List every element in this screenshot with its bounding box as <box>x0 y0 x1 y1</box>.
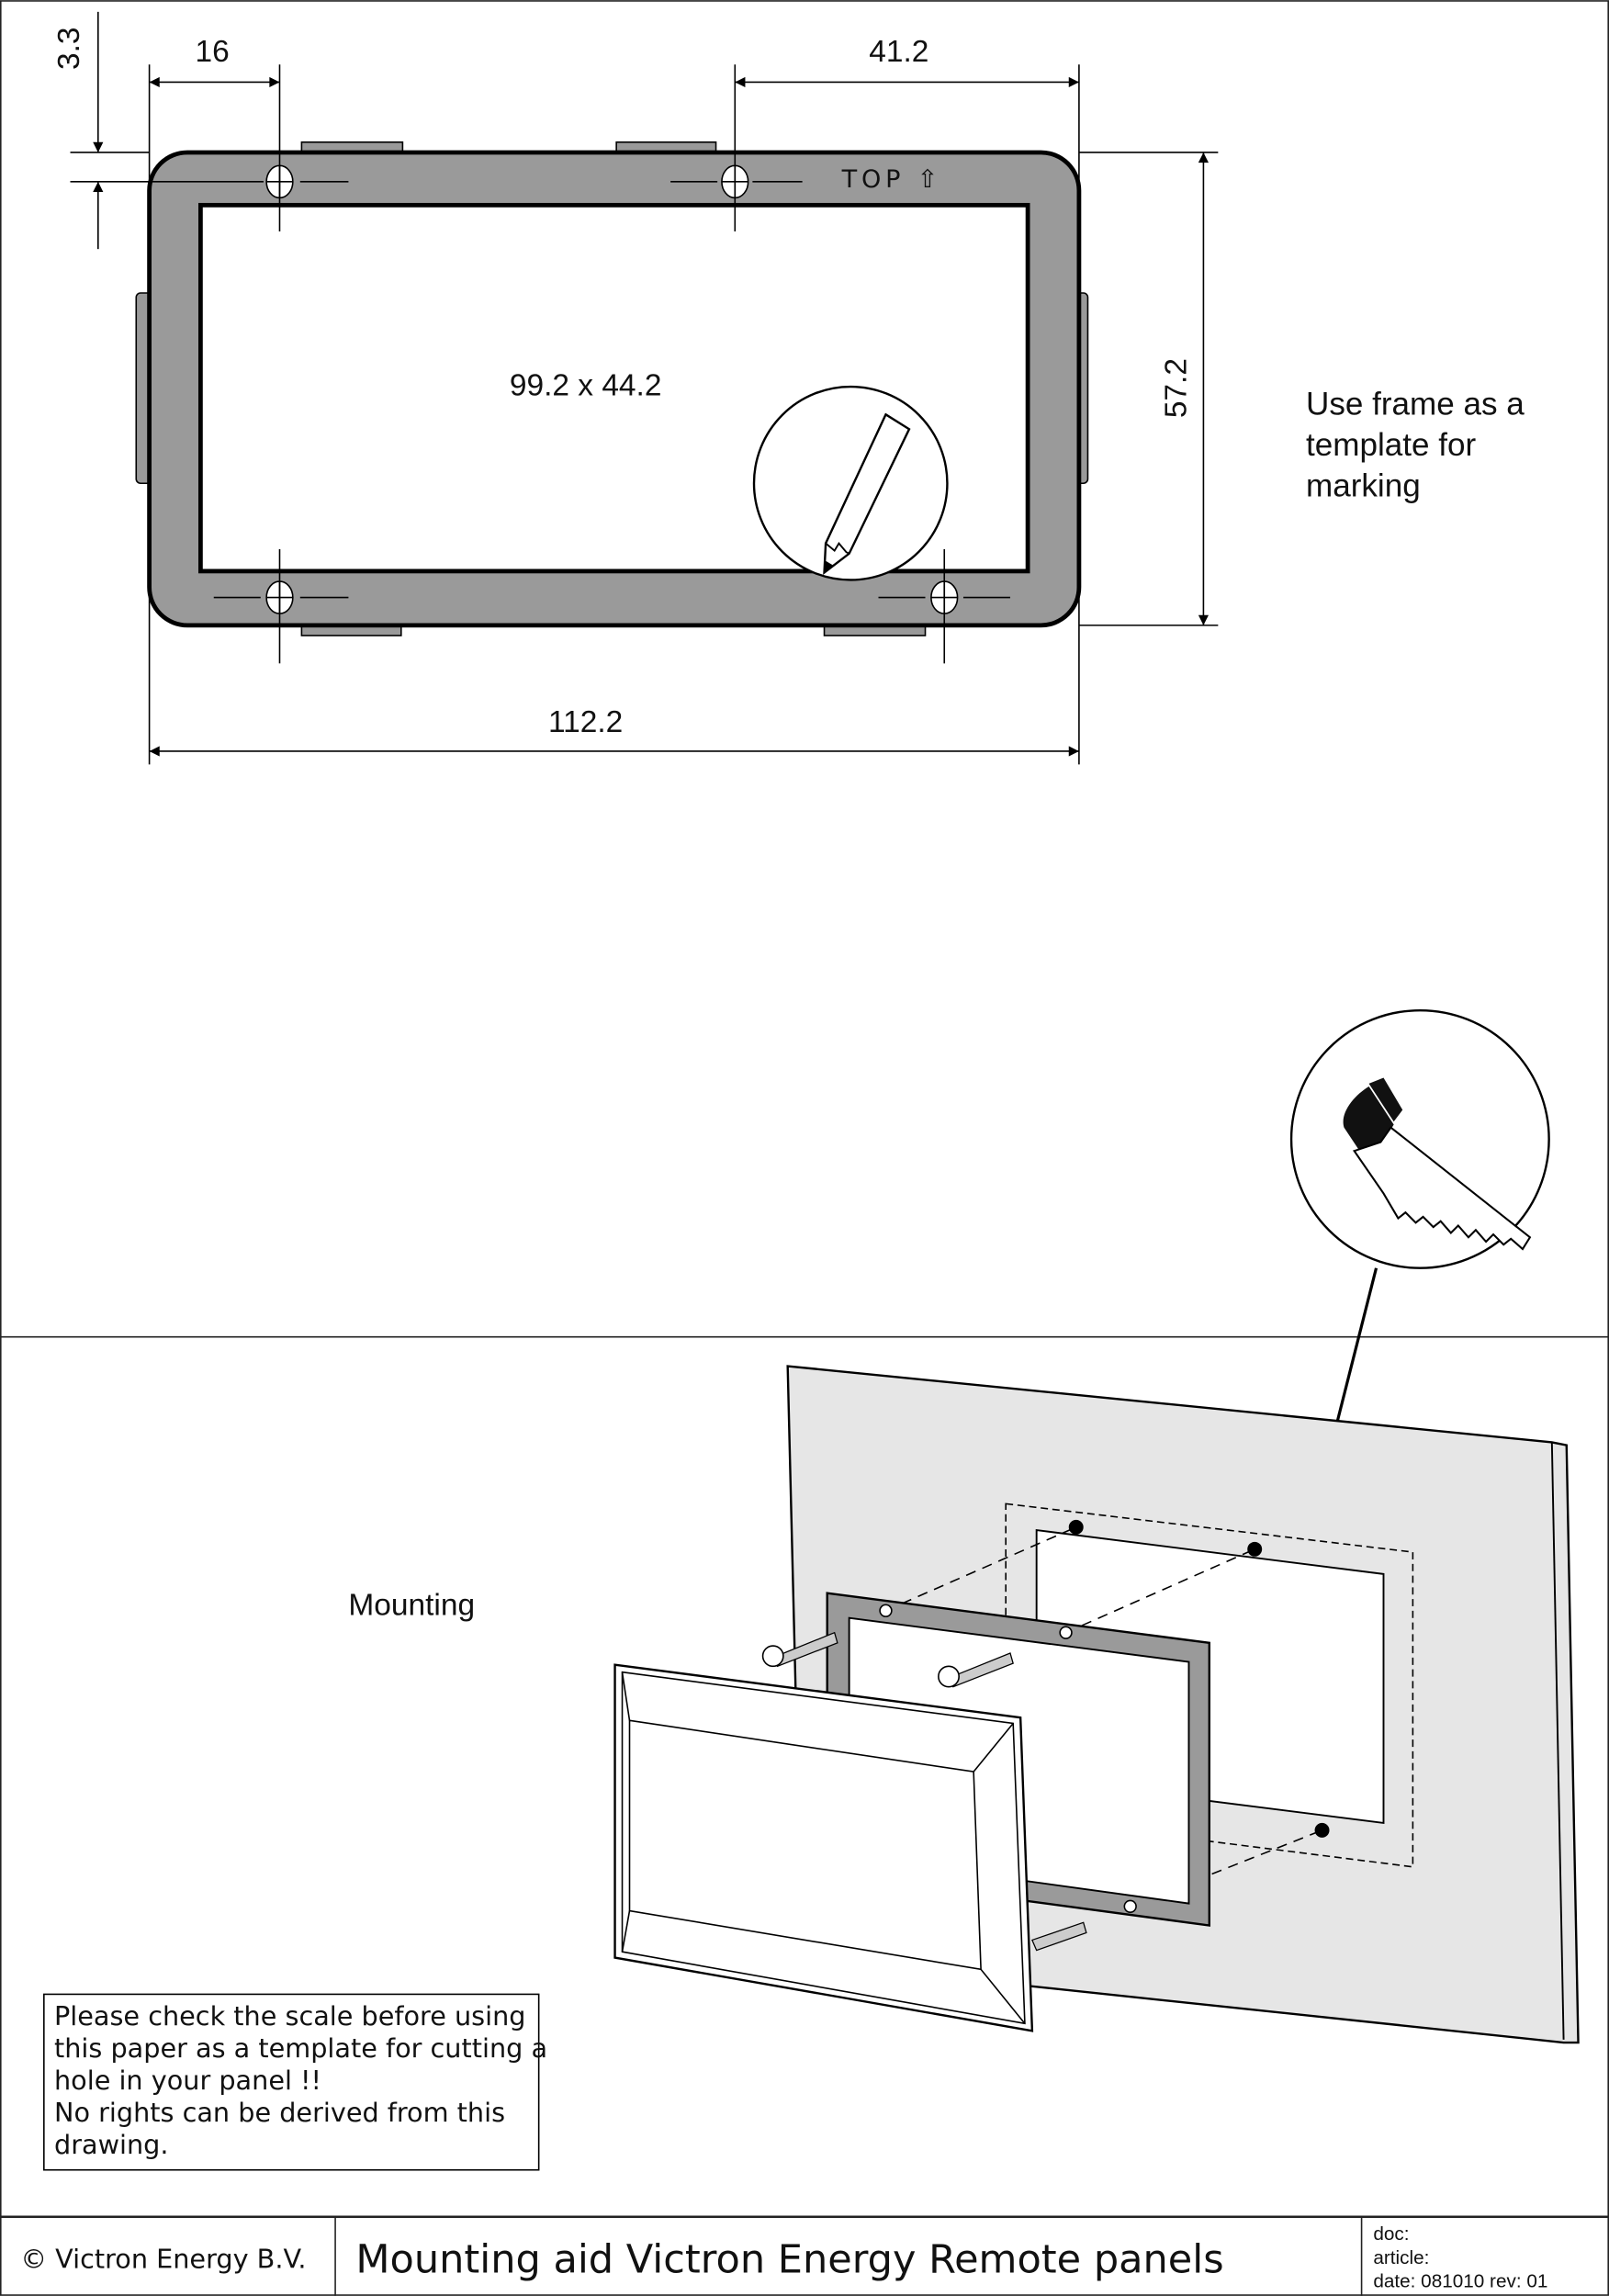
dim-hole-left: 16 <box>195 35 230 70</box>
dim-height: 57.2 <box>1159 358 1194 419</box>
footer-doc: doc: <box>1373 2223 1410 2245</box>
dim-offset: 3.3 <box>52 27 87 71</box>
dim-cutout: 99.2 x 44.2 <box>509 368 662 403</box>
footer-copyright: © Victron Energy B.V. <box>20 2243 307 2275</box>
mounting-label: Mounting <box>348 1588 476 1623</box>
dim-width: 112.2 <box>548 705 624 740</box>
pencil-icon <box>754 387 947 580</box>
top-marker: TOP ⇧ <box>841 165 943 195</box>
mounting-illustration <box>615 1367 1579 2043</box>
footer-article: article: <box>1373 2246 1430 2268</box>
disclaimer-text: Please check the scale before using this paper as a template for cutting a hole in your panel !! No rights can be derived from this drawing. <box>53 1999 548 2161</box>
footer-date-rev: date: 081010 rev: 01 <box>1373 2270 1548 2292</box>
footer-title: Mounting aid Victron Energy Remote panels <box>355 2236 1224 2283</box>
dim-hole-right: 41.2 <box>869 35 929 70</box>
instruction-text: Use frame as a template for marking <box>1306 386 1525 504</box>
